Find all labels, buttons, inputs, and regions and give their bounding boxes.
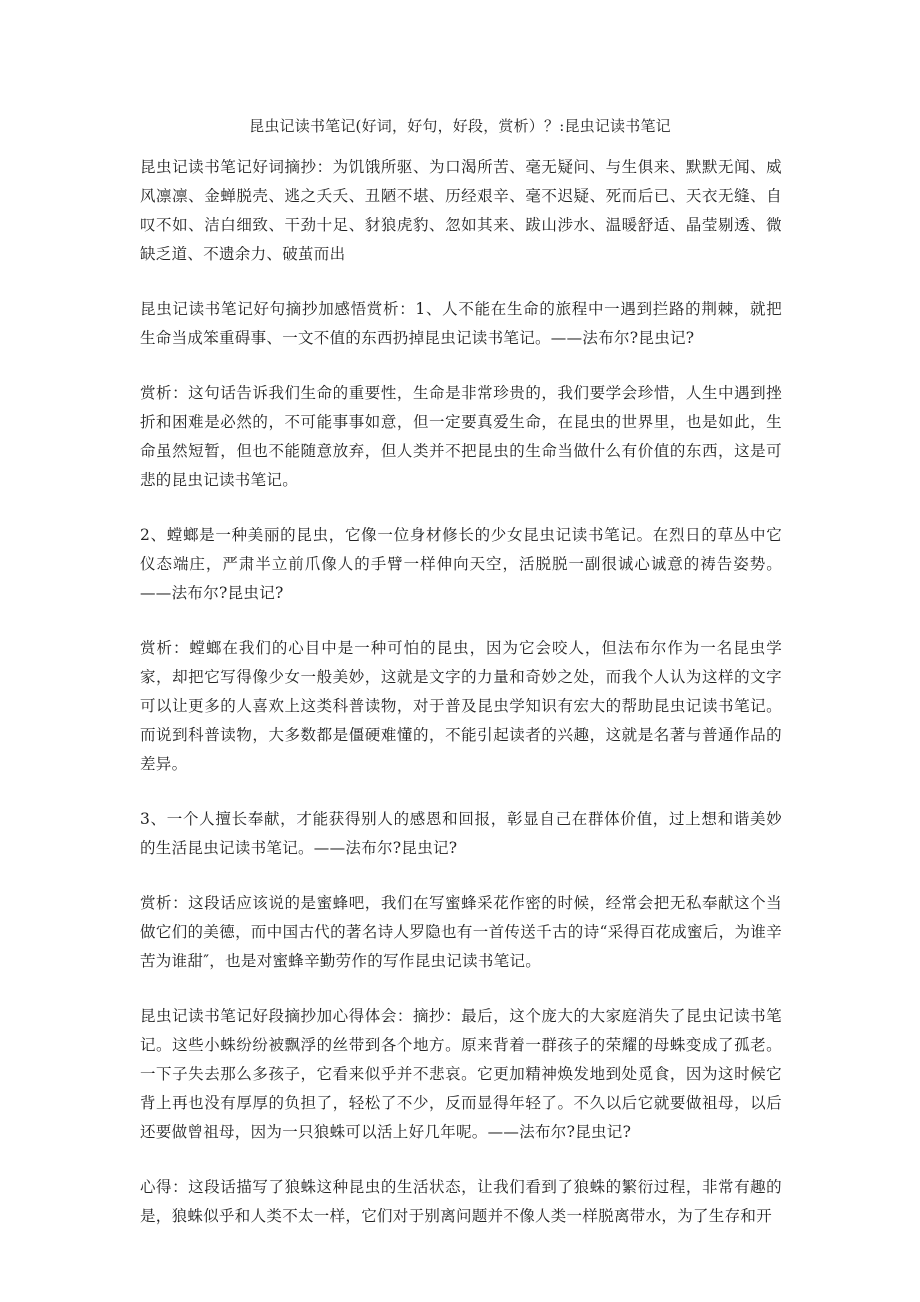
paragraph-good-sentence-1: 昆虫记读书笔记好句摘抄加感悟赏析：1、人不能在生命的旅程中一遇到拦路的荆棘，就把生命当成笨重碍事、一文不值的东西扔掉昆虫记读书笔记。——法布尔?昆虫记? [140, 300, 782, 347]
paragraph-good-passage: 昆虫记读书笔记好段摘抄加心得体会：摘抄：最后，这个庞大的大家庭消失了昆虫记读书笔记。这些小蛛纷纷被飘浮的丝带到各个地方。原来背着一群孩子的荣耀的母蛛变成了孤老。一下子失去那么多孩子，它看来似乎并不悲哀。它更加精神焕发地到处觅食，因为这时候它背上再也没有厚厚的负担了，轻松了不少，反而显得年轻了。不久以后它就要做祖母，以后还要做曾祖母，因为一只狼蛛可以活上好几年呢。——法布尔?昆虫记? [140, 1007, 782, 1141]
paragraph-good-words: 昆虫记读书笔记好词摘抄：为饥饿所驱、为口渴所苦、毫无疑问、与生俱来、默默无闻、威风凛凛、金蝉脱壳、逃之夭夭、丑陋不堪、历经艰辛、毫不迟疑、死而后已、天衣无缝、自叹不如、洁白细致、干劲十足、豺狼虎豹、忽如其来、跋山涉水、温暖舒适、晶莹剔透、微缺乏道、不遗余力、破茧而出 [140, 158, 782, 263]
paragraph-appreciation-2: 赏析：螳螂在我们的心目中是一种可怕的昆虫，因为它会咬人，但法布尔作为一名昆虫学家，却把它写得像少女一般美妙，这就是文字的力量和奇妙之处，而我个人认为这样的文字可以让更多的人喜欢上这类科普读物，对于普及昆虫学知识有宏大的帮助昆虫记读书笔记。而说到科普读物，大多数都是僵硬难懂的，不能引起读者的兴趣，这就是名著与普通作品的差异。 [140, 639, 782, 773]
paragraph-appreciation-3: 赏析：这段话应该说的是蜜蜂吧，我们在写蜜蜂采花作密的时候，经常会把无私奉献这个当做它们的美德，而中国古代的著名诗人罗隐也有一首传送千古的诗“采得百花成蜜后，为谁辛苦为谁甜″，也是对蜜蜂辛勤劳作的写作昆虫记读书笔记。 [140, 894, 782, 970]
paragraph-good-sentence-3: 3、一个人擅长奉献，才能获得别人的感恩和回报，彰显自己在群体价值，过上想和谐美妙的生活昆虫记读书笔记。——法布尔?昆虫记? [140, 810, 782, 857]
paragraph-reflection: 心得：这段话描写了狼蛛这种昆虫的生活状态，让我们看到了狼蛛的繁衍过程，非常有趣的是，狼蛛似乎和人类不太一样，它们对于别离问题并不像人类一样脱离带水，为了生存和开 [140, 1178, 782, 1225]
paragraph-appreciation-1: 赏析：这句话告诉我们生命的重要性，生命是非常珍贵的，我们要学会珍惜，人生中遇到挫折和困难是必然的，不可能事事如意，但一定要真爱生命，在昆虫的世界里，也是如此，生命虽然短暂，但也不能随意放弃，但人类并不把昆虫的生命当做什么有价值的东西，这是可悲的昆虫记读书笔记。 [140, 384, 782, 489]
paragraph-good-sentence-2: 2、螳螂是一种美丽的昆虫，它像一位身材修长的少女昆虫记读书笔记。在烈日的草丛中它仪态端庄，严肃半立前爪像人的手臂一样伸向天空，活脱脱一副很诚心诚意的祷告姿势。——法布尔?昆虫记? [140, 526, 782, 602]
document-title: 昆虫记读书笔记(好词，好句，好段，赏析）？:昆虫记读书笔记 [249, 117, 671, 135]
document-body [140, 153, 782, 1257]
